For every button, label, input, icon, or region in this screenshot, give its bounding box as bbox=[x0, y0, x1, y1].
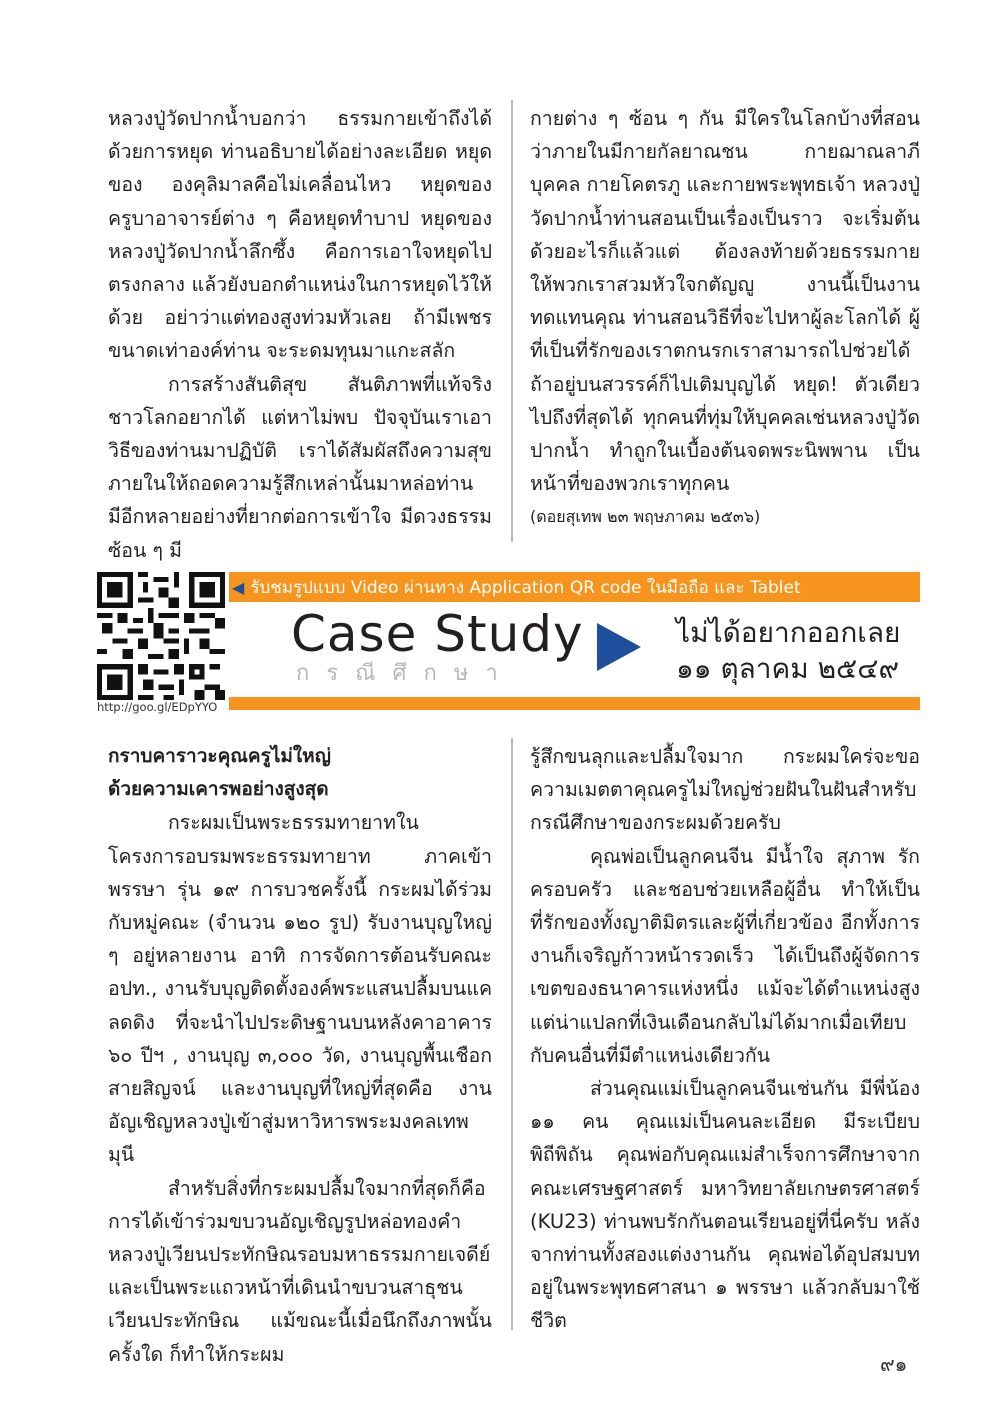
paragraph: รู้สึกขนลุกและปลื้มใจมาก กระผมใคร่จะขอความเมตตาคุณครูไม่ใหญ่ช่วยฝันในฝันสำหรับกรณีศึกษาของกระผมด้วยครับ bbox=[530, 745, 920, 835]
bottom-right-column bbox=[530, 740, 920, 1338]
heading: ด้วยความเคารพอย่างสูงสุด bbox=[108, 778, 329, 801]
heading: กราบคาราวะคุณครูไม่ใหญ่ bbox=[108, 745, 331, 767]
banner-note bbox=[232, 575, 801, 601]
case-date: ๑๑ ตุลาคม ๒๕๔๙ bbox=[676, 652, 899, 685]
column-divider bbox=[511, 738, 513, 1330]
page-number: ๙๑ bbox=[880, 1352, 908, 1376]
banner-bottom-bar bbox=[229, 697, 920, 710]
case-study-title: Case Study bbox=[291, 605, 584, 663]
paragraph: กระผมเป็นพระธรรมทายาทในโครงการอบรมพระธรรมทายาท ภาคเข้าพรรษา รุ่น ๑๙ การบวชครั้งนี้ กระผมได้ร่วมกับหมู่คณะ (จำนวน ๑๒๐ รูป) รับงานบุญใหญ่ ๆ อยู่หลายงาน อาทิ การจัดการต้อนรับคณะอปท., งานรับบุญติดตั้งองค์พระแสนปลื้มบนแคลดดิง ที่จะนำไปประดิษฐานบนหลังคาอาคาร ๖๐ ปีฯ , งานบุญ ๓,๐๐๐ วัด, งานบุญพื้นเชือกสายสิญจน์ และงานบุญที่ใหญ่ที่สุดคือ งานอัญเชิญหลวงปู่เข้าสู่มหาวิหารพระมงคลเทพมุนี bbox=[108, 811, 492, 1167]
case-title-right: ไม่ได้อยากออกเลย bbox=[676, 616, 901, 649]
paragraph: คุณพ่อเป็นลูกคนจีน มีน้ำใจ สุภาพ รักครอบครัว และชอบช่วยเหลือผู้อื่น ทำให้เป็นที่รักของทั้งญาติมิตรและผู้ที่เกี่ยวข้อง อีกทั้งการงานก็เจริญก้าวหน้ารวดเร็ว ได้เป็นถึงผู้จัดการเขตของธนาคารแห่งหนึ่ง แม้จะได้ตำแหน่งสูง แต่น่าแปลกที่เงินเดือนกลับไม่ได้มากเมื่อเทียบกับคนอื่นที่มีตำแหน่งเดียวกัน bbox=[530, 844, 920, 1067]
paragraph: การสร้างสันติสุข สันติภาพที่แท้จริง ชาวโลกอยากได้ แต่หาไม่พบ ปัจจุบันเราเอาวิธีของท่านมาปฏิบัติ เราได้สัมผัสถึงความสุขภายในให้ถอดความรู้สึกเหล่านั้นมาหล่อท่าน มีอีกหลายอย่างที่ยากต่อการเข้าใจ มีดวงธรรมซ้อน ๆ มี bbox=[108, 372, 492, 562]
paragraph: หลวงปู่วัดปากน้ำบอกว่า ธรรมกายเข้าถึงได้ด้วยการหยุด ท่านอธิบายได้อย่างละเอียด หยุดของ องคุลิมาลคือไม่เคลื่อนไหว หยุดของครูบาอาจารย์ต่าง ๆ คือหยุดทำบาป หยุดของหลวงปู่วัดปากน้ำลึกซึ้ง คือการเอาใจหยุดไปตรงกลาง แล้วยังบอกตำแหน่งในการหยุดไว้ให้ด้วย อย่าว่าแต่ทองสูงท่วมหัวเลย ถ้ามีเพชรขนาดเท่าองค์ท่าน จะระดมทุนมาแกะสลัก bbox=[108, 107, 492, 363]
banner-note-text: รับชมรูปแบบ Video ผ่านทาง Application QR code ในมือถือ และ Tablet bbox=[250, 578, 801, 598]
case-study-subtitle: กรณีศึกษา bbox=[296, 661, 515, 686]
qr-code-icon[interactable] bbox=[97, 572, 225, 700]
paragraph: ส่วนคุณแม่เป็นลูกคนจีนเช่นกัน มีพี่น้อง ๑๑ คน คุณแม่เป็นคนละเอียด มีระเบียบ พิถีพิถัน คุณพ่อกับคุณแม่สำเร็จการศึกษาจากคณะเศรษฐศาสตร์ มหาวิทยาลัยเกษตรศาสตร์ (KU23) ท่านพบรักกันตอนเรียนอยู่ที่นี่ครับ หลังจากท่านทั้งสองแต่งงานกัน คุณพ่อได้อุปสมบทอยู่ในพระพุทธศาสนา ๑ พรรษา แล้วกลับมาใช้ชีวิต bbox=[530, 1077, 920, 1333]
bottom-left-column bbox=[108, 740, 492, 1371]
qr-url[interactable]: http://goo.gl/EDpYYO bbox=[97, 700, 218, 714]
triangle-left-icon: ◀ bbox=[232, 578, 245, 597]
paragraph: กายต่าง ๆ ซ้อน ๆ กัน มีใครในโลกบ้างที่สอนว่าภายในมีกายกัลยาณชน กายฌาณลาภีบุคคล กายโคตรภู และกายพระพุทธเจ้า หลวงปู่วัดปากน้ำท่านสอนเป็นเรื่องเป็นราว จะเริ่มต้นด้วยอะไรก็แล้วแต่ ต้องลงท้ายด้วยธรรมกาย ให้พวกเราสวมหัวใจกตัญญู งานนี้เป็นงานทดแทนคุณ ท่านสอนวิธีที่จะไปหาผู้ละโลกได้ ผู้ที่เป็นที่รักของเราตกนรกเราสามารถไปช่วยได้ ถ้าอยู่บนสวรรค์ก็ไปเติมบุญได้ หยุด! ตัวเดียวไปถึงที่สุดได้ ทุกคนที่ทุ่มให้บุคคลเช่นหลวงปู่วัดปากน้ำ ทำถูกในเบื้องต้นจดพระนิพพาน เป็นหน้าที่ของพวกเราทุกคน bbox=[530, 107, 920, 496]
paragraph: สำหรับสิ่งที่กระผมปลื้มใจมากที่สุดก็คือการได้เข้าร่วมขบวนอัญเชิญรูปหล่อทองคำหลวงปู่เวียนประทักษิณรอบมหาธรรมกายเจดีย์ และเป็นพระแถวหน้าที่เดินนำขบวนสาธุชนเวียนประทักษิณ แม้ขณะนี้เมื่อนึกถึงภาพนั้นครั้งใด ก็ทำให้กระผม bbox=[108, 1176, 492, 1366]
column-divider bbox=[511, 100, 513, 542]
caption: (ดอยสุเทพ ๒๓ พฤษภาคม ๒๕๓๖) bbox=[530, 507, 761, 527]
top-left-column bbox=[108, 102, 492, 567]
play-arrow-icon bbox=[597, 623, 641, 671]
top-right-column bbox=[530, 102, 920, 534]
